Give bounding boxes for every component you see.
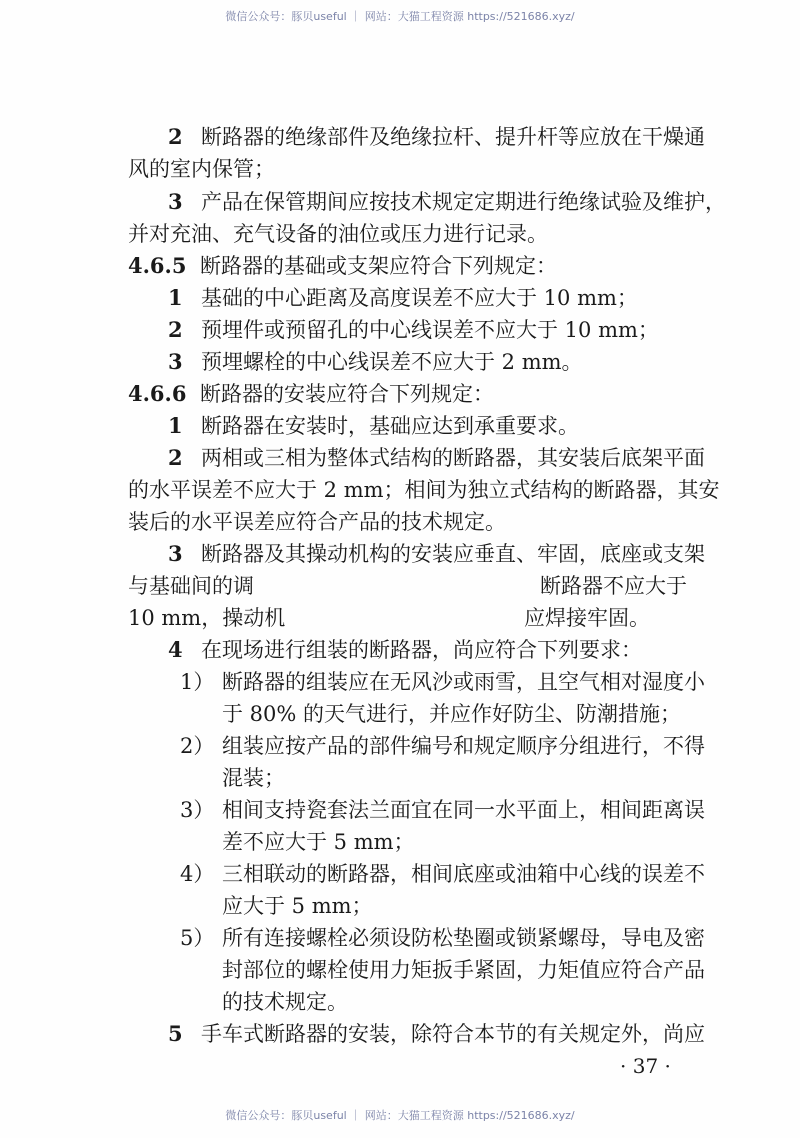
- item-number: 1: [168, 285, 183, 310]
- text-line: 封部位的螺栓使用力矩扳手紧固，力矩值应符合产品: [222, 958, 705, 982]
- text-line: 1） 断路器的组装应在无风沙或雨雪，且空气相对湿度小: [180, 667, 705, 697]
- text-line: 2 预埋件或预留孔的中心线误差不应大于 10 mm；: [168, 315, 659, 345]
- text-line: 2） 组装应按产品的部件编号和规定顺序分组进行，不得: [180, 731, 705, 761]
- item-number: 1: [168, 413, 183, 438]
- item-number: 5: [168, 1021, 183, 1046]
- item-number: 2: [168, 317, 183, 342]
- text-line: 2 两相或三相为整体式结构的断路器，其安装后底架平面: [168, 443, 705, 473]
- section-heading: 4.6.6 断路器的安装应符合下列规定：: [128, 379, 494, 409]
- text-line: 5 手车式断路器的安装，除符合本节的有关规定外，尚应: [168, 1019, 705, 1049]
- item-number: 3: [168, 541, 183, 566]
- text-line-fragment-left: 10 mm，操动机: [128, 606, 286, 630]
- section-number: 4.6.6: [128, 381, 187, 406]
- text-line: 混装；: [222, 766, 285, 790]
- item-number: 3: [168, 349, 183, 374]
- item-number: 2: [168, 445, 183, 470]
- text-line: 应大于 5 mm；: [222, 894, 373, 918]
- text-line-fragment-right: 应焊接牢固。: [524, 606, 650, 630]
- text-line: 并对充油、充气设备的油位或压力进行记录。: [128, 222, 548, 246]
- sub-item-number: 4）: [180, 862, 215, 886]
- text-line-fragment-right: 断路器不应大于: [540, 574, 687, 598]
- text-line-fragment-left: 与基础间的调: [128, 574, 254, 598]
- text-line: 的技术规定。: [222, 990, 348, 1014]
- item-number: 4: [168, 637, 183, 662]
- text-line: 5） 所有连接螺栓必须设防松垫圈或锁紧螺母，导电及密: [180, 923, 705, 953]
- text-line: 4） 三相联动的断路器，相间底座或油箱中心线的误差不: [180, 859, 705, 889]
- watermark-bottom: 微信公众号：豚贝useful ｜ 网站：大猫工程资源 https://521686.xyz/: [225, 1109, 575, 1122]
- text-line: 3 断路器及其操动机构的安装应垂直、牢固，底座或支架: [168, 539, 705, 569]
- text-line: 3 预埋螺栓的中心线误差不应大于 2 mm。: [168, 347, 583, 377]
- sub-item-number: 2）: [180, 734, 215, 758]
- text-line: 3） 相间支持瓷套法兰面宜在同一水平面上，相间距离误: [180, 795, 705, 825]
- page-number: · 37 ·: [620, 1054, 671, 1078]
- section-number: 4.6.5: [128, 253, 187, 278]
- section-heading: 4.6.5 断路器的基础或支架应符合下列规定：: [128, 251, 557, 281]
- text-line: 于 80% 的天气进行，并应作好防尘、防潮措施；: [222, 702, 682, 726]
- text-line: 3 产品在保管期间应按技术规定定期进行绝缘试验及维护，: [168, 187, 726, 217]
- text-line: 风的室内保管；: [128, 157, 275, 181]
- item-number: 2: [168, 124, 183, 149]
- text-line: 4 在现场进行组装的断路器，尚应符合下列要求：: [168, 635, 642, 665]
- text-line: 差不应大于 5 mm；: [222, 830, 415, 854]
- text-line: 1 基础的中心距离及高度误差不应大于 10 mm；: [168, 283, 638, 313]
- text-line: 2 断路器的绝缘部件及绝缘拉杆、提升杆等应放在干燥通: [168, 122, 705, 152]
- sub-item-number: 5）: [180, 926, 215, 950]
- sub-item-number: 1）: [180, 670, 215, 694]
- item-number: 3: [168, 189, 183, 214]
- watermark-top: 微信公众号：豚贝useful ｜ 网站：大猫工程资源 https://521686.xyz/: [225, 10, 575, 23]
- text-line: 装后的水平误差应符合产品的技术规定。: [128, 510, 506, 534]
- text-line: 的水平误差不应大于 2 mm；相间为独立式结构的断路器，其安: [128, 478, 720, 502]
- text-line: 1 断路器在安装时，基础应达到承重要求。: [168, 411, 579, 441]
- sub-item-number: 3）: [180, 798, 215, 822]
